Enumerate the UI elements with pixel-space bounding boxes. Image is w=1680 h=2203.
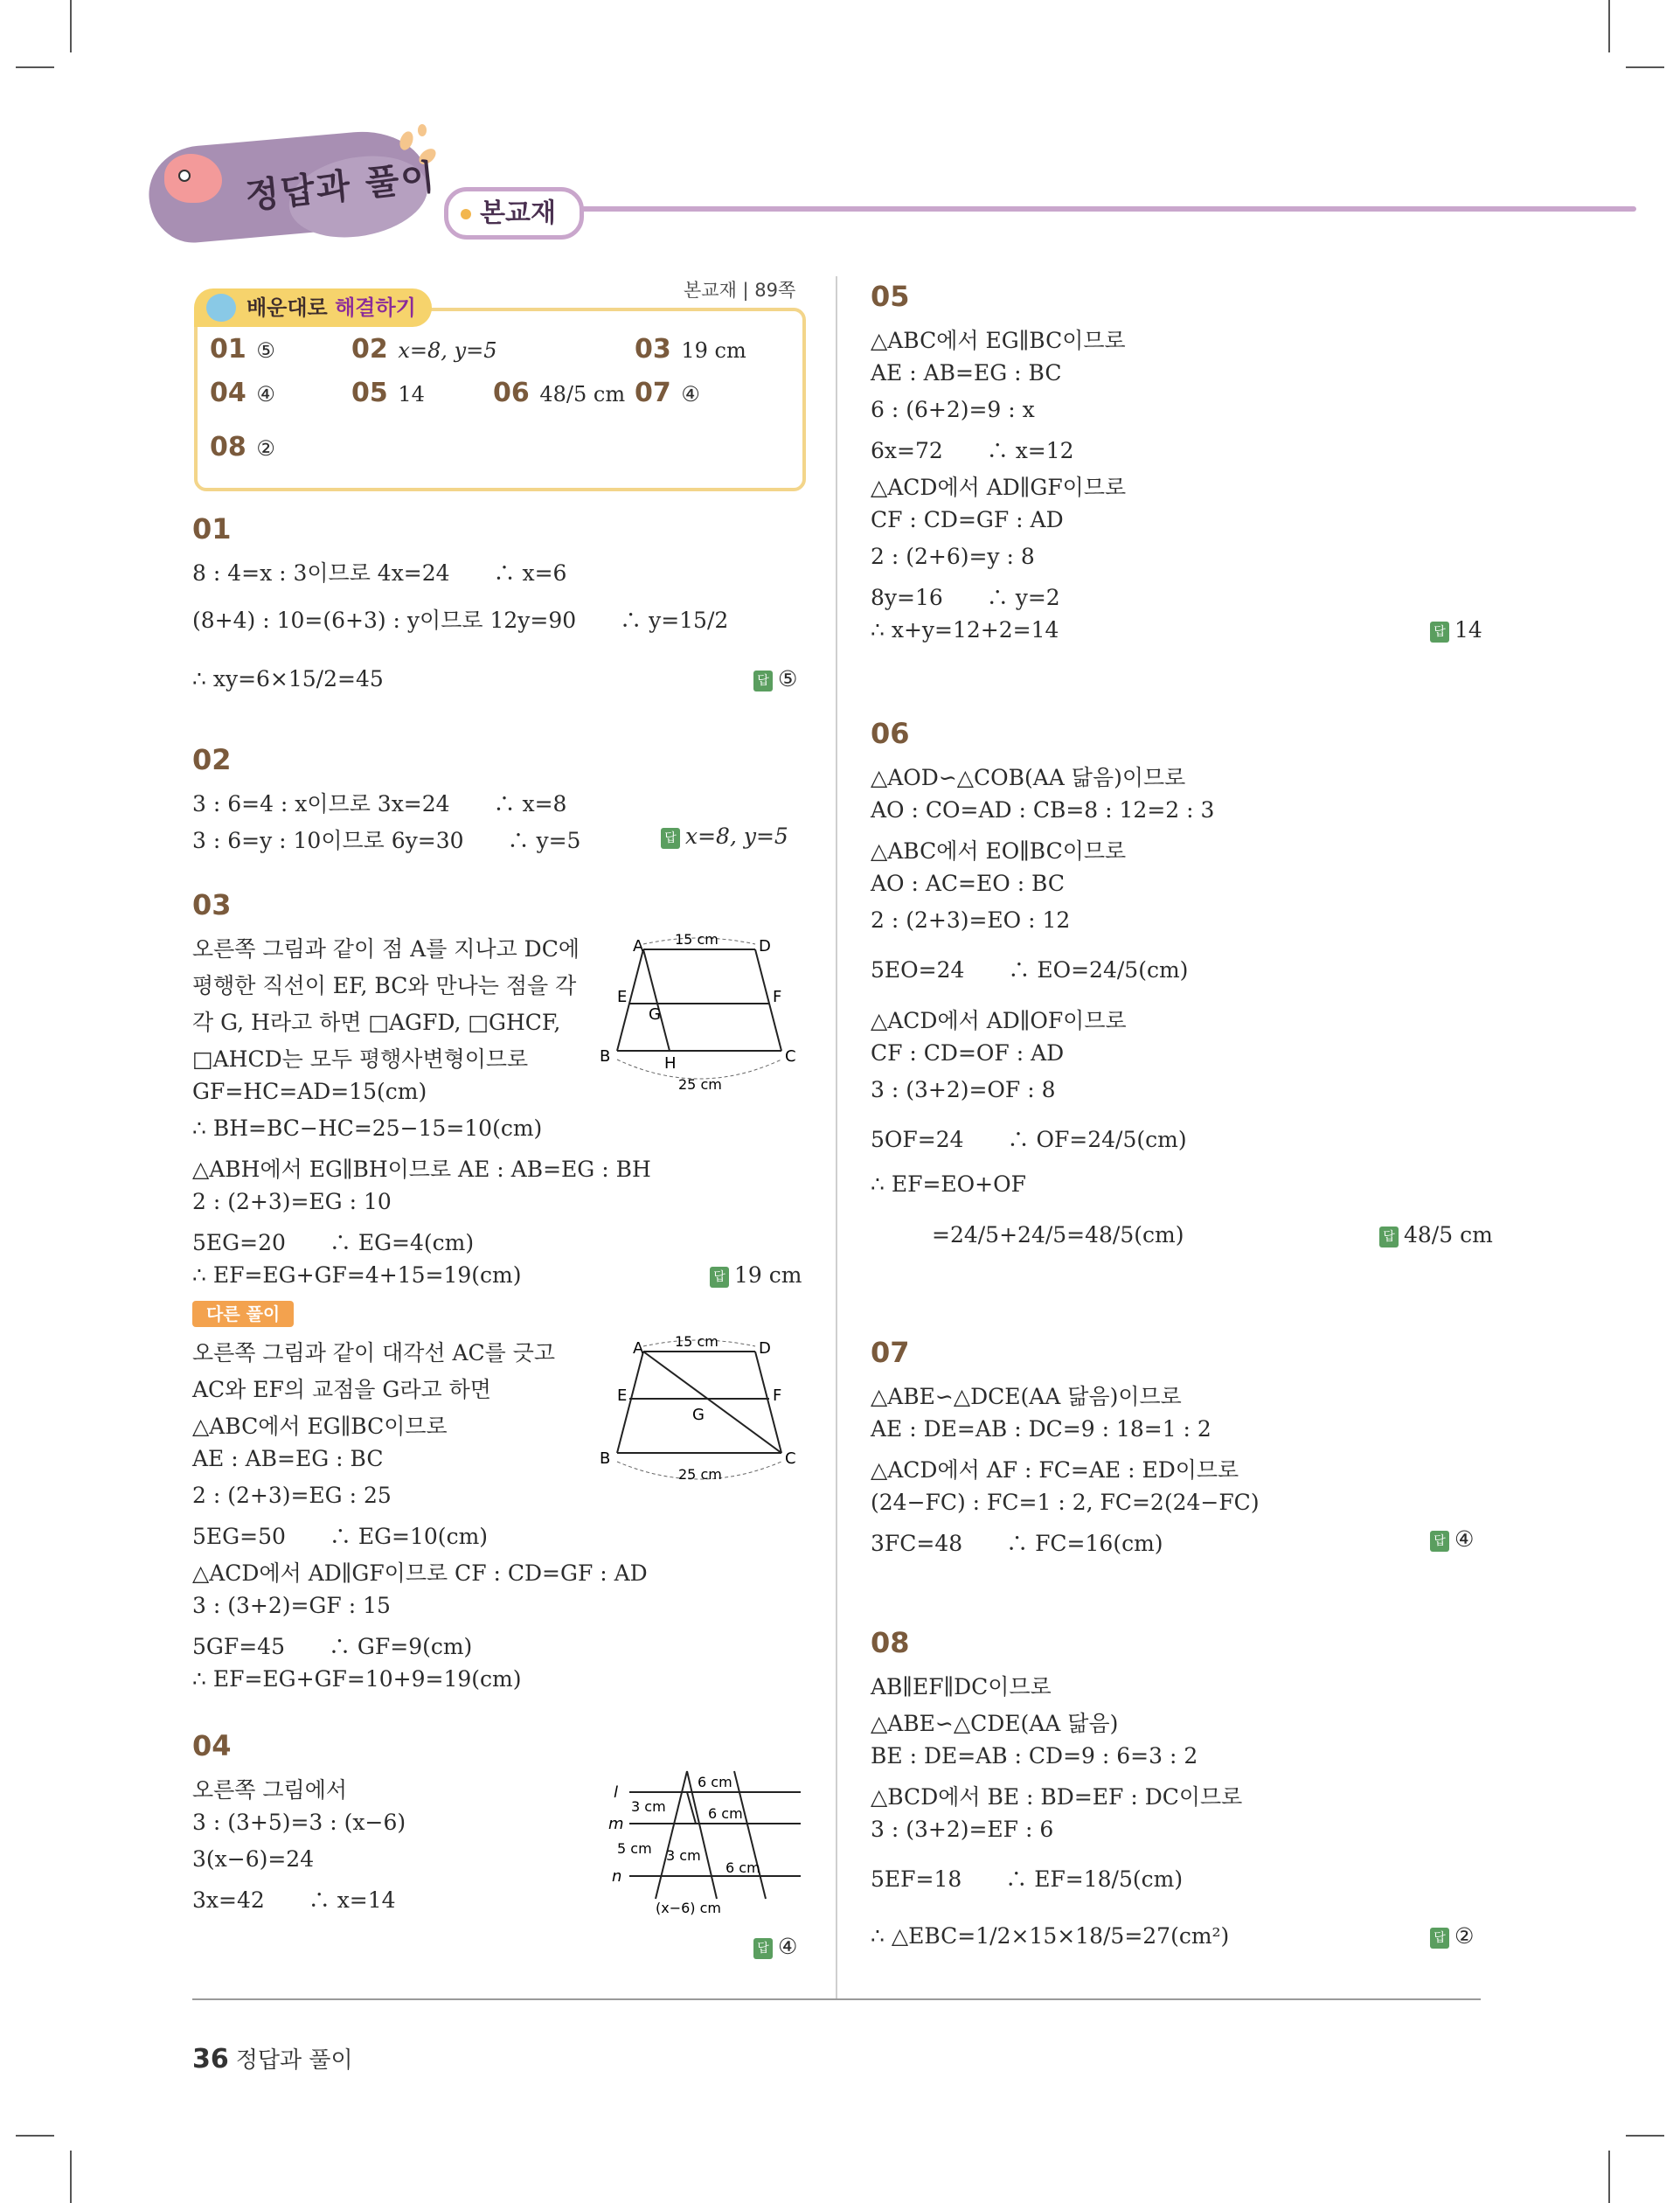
answer-item: 03 19 cm [635,334,746,365]
header-rule [559,206,1636,212]
solution-line: △ACD에서 AD∥OF이므로 [871,1008,1127,1033]
fig-label: 25 cm [678,1076,722,1093]
crop-mark [1608,2151,1610,2203]
fig-label: 3 cm [666,1847,701,1864]
fig-label: 15 cm [675,932,719,948]
answer-item: 05 14 [351,378,425,408]
whale-icon [206,294,236,322]
problem-number: 04 [192,1729,232,1762]
solution-line: 2 : (2+3)=EO : 12 [871,907,1071,933]
solution-line: △ABE∽△DCE(AA 닮음)이므로 [871,1384,1182,1409]
solution-line: CF : CD=OF : AD [871,1040,1065,1066]
solution-line: 3 : (3+5)=3 : (x−6) [192,1810,406,1835]
solution-line: ∴ EF=EG+GF=4+15=19(cm) [192,1262,522,1288]
answer-item: 06 48/5 cm [493,378,626,408]
solution-line: ∴ BH=BC−HC=25−15=10(cm) [192,1115,543,1141]
solution-line: ∴ EF=EG+GF=10+9=19(cm) [192,1666,522,1692]
solution-line: △ACD에서 AD∥GF이므로 [871,475,1127,500]
fig-label: (x−6) cm [656,1900,722,1916]
solution-line: AC와 EF의 교점을 G라고 하면 [192,1377,491,1402]
fig-label: n [612,1867,622,1886]
fig-label: G [692,1406,705,1424]
section-tag: 본교재 [444,187,584,240]
solution-line: 5OF=24 ∴ OF=24/5(cm) [871,1127,1187,1152]
solution-line: 3x=42 ∴ x=14 [192,1887,396,1913]
solution-line: (8+4) : 10=(6+3) : y이므로 12y=90 ∴ y=15/2 [192,608,729,633]
solution-line: 5GF=45 ∴ GF=9(cm) [192,1634,473,1659]
solution-line: AE : AB=EG : BC [192,1446,384,1471]
fig-label: 3 cm [631,1798,666,1815]
solution-line: △AOD∽△COB(AA 닮음)이므로 [871,765,1186,790]
solution-line: 각 G, H라고 하면 □AGFD, □GHCF, [192,1010,561,1035]
fig-label: 5 cm [617,1840,652,1857]
crop-mark [16,66,54,68]
fig-label: 6 cm [725,1859,760,1876]
fig-label: 15 cm [675,1334,719,1350]
problem-number: 02 [192,743,232,776]
solution-line: △ABC에서 EO∥BC이므로 [871,838,1127,864]
solution-line: 3 : (3+2)=EF : 6 [871,1817,1054,1842]
page-title: 정답과 풀이 [243,156,439,218]
solution-line: 2 : (2+3)=EG : 25 [192,1483,392,1508]
solution-line: △ABE∽△CDE(AA 닮음) [871,1711,1119,1736]
solution-line: 5EF=18 ∴ EF=18/5(cm) [871,1866,1184,1892]
solution-line: ∴ xy=6×15/2=45 [192,666,384,691]
problem-number: 01 [192,512,232,546]
solution-line: △ACD에서 AD∥GF이므로 CF : CD=GF : AD [192,1560,648,1586]
answer-mark: 답 x=8, y=5 [661,824,788,849]
solution-line: 평행한 직선이 EF, BC와 만나는 점을 각 [192,973,577,998]
solution-line: △ABC에서 EG∥BC이므로 [192,1414,448,1439]
solution-line: 2 : (2+6)=y : 8 [871,544,1035,569]
solution-line: 오른쪽 그림에서 [192,1777,347,1803]
fig-label: D [759,1339,771,1358]
fig-label: l [614,1783,619,1802]
solution-line: 5EG=20 ∴ EG=4(cm) [192,1230,475,1255]
page-number: 36 [192,2044,229,2074]
crop-mark [70,2151,72,2203]
crop-mark [1626,66,1664,68]
answer-item: 04 ④ [210,378,275,408]
fig-label: E [617,1386,628,1405]
problem-number: 07 [871,1336,910,1369]
trapezoid-figure [594,932,804,1098]
fig-label: A [633,1339,644,1358]
fig-label: F [773,1386,782,1405]
solution-line: 오른쪽 그림과 같이 점 A를 지나고 DC에 [192,936,580,962]
crop-mark [1608,0,1610,52]
fig-label: 6 cm [708,1805,743,1822]
parallel-lines-figure [603,1766,813,1923]
solution-line: (24−FC) : FC=1 : 2, FC=2(24−FC) [871,1490,1260,1515]
solution-line: 3 : 6=y : 10이므로 6y=30 ∴ y=5 [192,828,581,853]
fig-label: F [773,988,782,1006]
solution-line: 5EO=24 ∴ EO=24/5(cm) [871,957,1189,983]
leaf-decoration [418,124,427,136]
fig-label: E [617,988,628,1006]
page-reference: 본교재 | 89쪽 [684,280,796,301]
solution-line: AO : CO=AD : CB=8 : 12=2 : 3 [871,797,1215,823]
problem-number: 03 [192,888,232,921]
answer-item: 07 ④ [635,378,700,408]
answer-mark: 답 14 [1430,617,1482,643]
crop-mark [16,2135,54,2137]
answer-mark: 답 ⑤ [753,666,797,691]
solution-line: 3 : (3+2)=OF : 8 [871,1077,1056,1102]
solution-line: 3FC=48 ∴ FC=16(cm) [871,1531,1163,1556]
fig-label: B [600,1047,611,1066]
solution-line: △ABH에서 EG∥BH이므로 AE : AB=EG : BH [192,1157,651,1182]
solution-line: 2 : (2+3)=EG : 10 [192,1189,392,1214]
solution-line: 3 : (3+2)=GF : 15 [192,1593,391,1618]
crop-mark [1626,2135,1664,2137]
solution-line: □AHCD는 모두 평행사변형이므로 [192,1046,529,1072]
solution-line: △BCD에서 BE : BD=EF : DC이므로 [871,1784,1243,1810]
solution-line: 6x=72 ∴ x=12 [871,438,1074,463]
answer-item: 01 ⑤ [210,334,275,365]
fig-label: B [600,1449,611,1468]
solution-line: ∴ x+y=12+2=14 [871,617,1059,643]
solution-line: △ACD에서 AF : FC=AE : ED이므로 [871,1457,1239,1483]
fig-label: 25 cm [678,1466,722,1483]
solution-line: 5EG=50 ∴ EG=10(cm) [192,1524,489,1549]
solution-line: 오른쪽 그림과 같이 대각선 AC를 긋고 [192,1340,556,1366]
answer-mark: 답 48/5 cm [1379,1222,1493,1247]
problem-number: 06 [871,717,910,750]
trapezoid-diagonal-figure [594,1334,804,1491]
solution-line: △ABC에서 EG∥BC이므로 [871,328,1126,353]
solution-line: =24/5+24/5=48/5(cm) [932,1222,1184,1247]
solution-line: AB∥EF∥DC이므로 [871,1674,1052,1699]
solution-line: 8y=16 ∴ y=2 [871,585,1060,610]
column-divider [836,276,837,1998]
alternate-solution-tag: 다른 풀이 [192,1301,294,1327]
fig-label: m [608,1815,624,1833]
problem-number: 05 [871,280,910,313]
fig-label: C [785,1449,796,1468]
problem-number: 08 [871,1626,910,1659]
solution-line: AE : AB=EG : BC [871,360,1062,386]
page-footer [192,2042,353,2074]
fig-label: H [664,1054,677,1073]
solution-line: GF=HC=AD=15(cm) [192,1079,427,1104]
answer-item: 08 ② [210,432,275,462]
solution-line: AO : AC=EO : BC [871,871,1066,896]
solution-line: BE : DE=AB : CD=9 : 6=3 : 2 [871,1743,1198,1769]
answer-mark: 답 ④ [1430,1526,1474,1552]
solution-line: AE : DE=AB : DC=9 : 18=1 : 2 [871,1416,1211,1442]
solution-line: 3 : 6=4 : x이므로 3x=24 ∴ x=8 [192,791,567,817]
solution-line: 6 : (6+2)=9 : x [871,397,1035,422]
footer-label: 정답과 풀이 [235,2047,353,2074]
answer-mark: 답 ② [1430,1923,1474,1949]
fig-label: 6 cm [698,1774,732,1790]
solution-line: 3(x−6)=24 [192,1846,315,1872]
solution-line: CF : CD=GF : AD [871,507,1064,532]
solution-line: ∴ △EBC=1/2×15×18/5=27(cm²) [871,1923,1230,1949]
fig-label: G [649,1005,661,1024]
answer-summary-label: 배운대로 해결하기 [194,288,432,327]
crop-mark [70,0,72,52]
fig-label: A [633,937,644,956]
footer-rule [192,1998,1481,2000]
solution-line: 8 : 4=x : 3이므로 4x=24 ∴ x=6 [192,560,567,586]
answer-mark: 답 19 cm [710,1262,802,1288]
solution-line: ∴ EF=EO+OF [871,1171,1026,1197]
fig-label: D [759,937,771,956]
answer-mark: 답 ④ [753,1934,797,1959]
fig-label: C [785,1047,796,1066]
answer-item: 02 x=8, y=5 [351,334,497,365]
